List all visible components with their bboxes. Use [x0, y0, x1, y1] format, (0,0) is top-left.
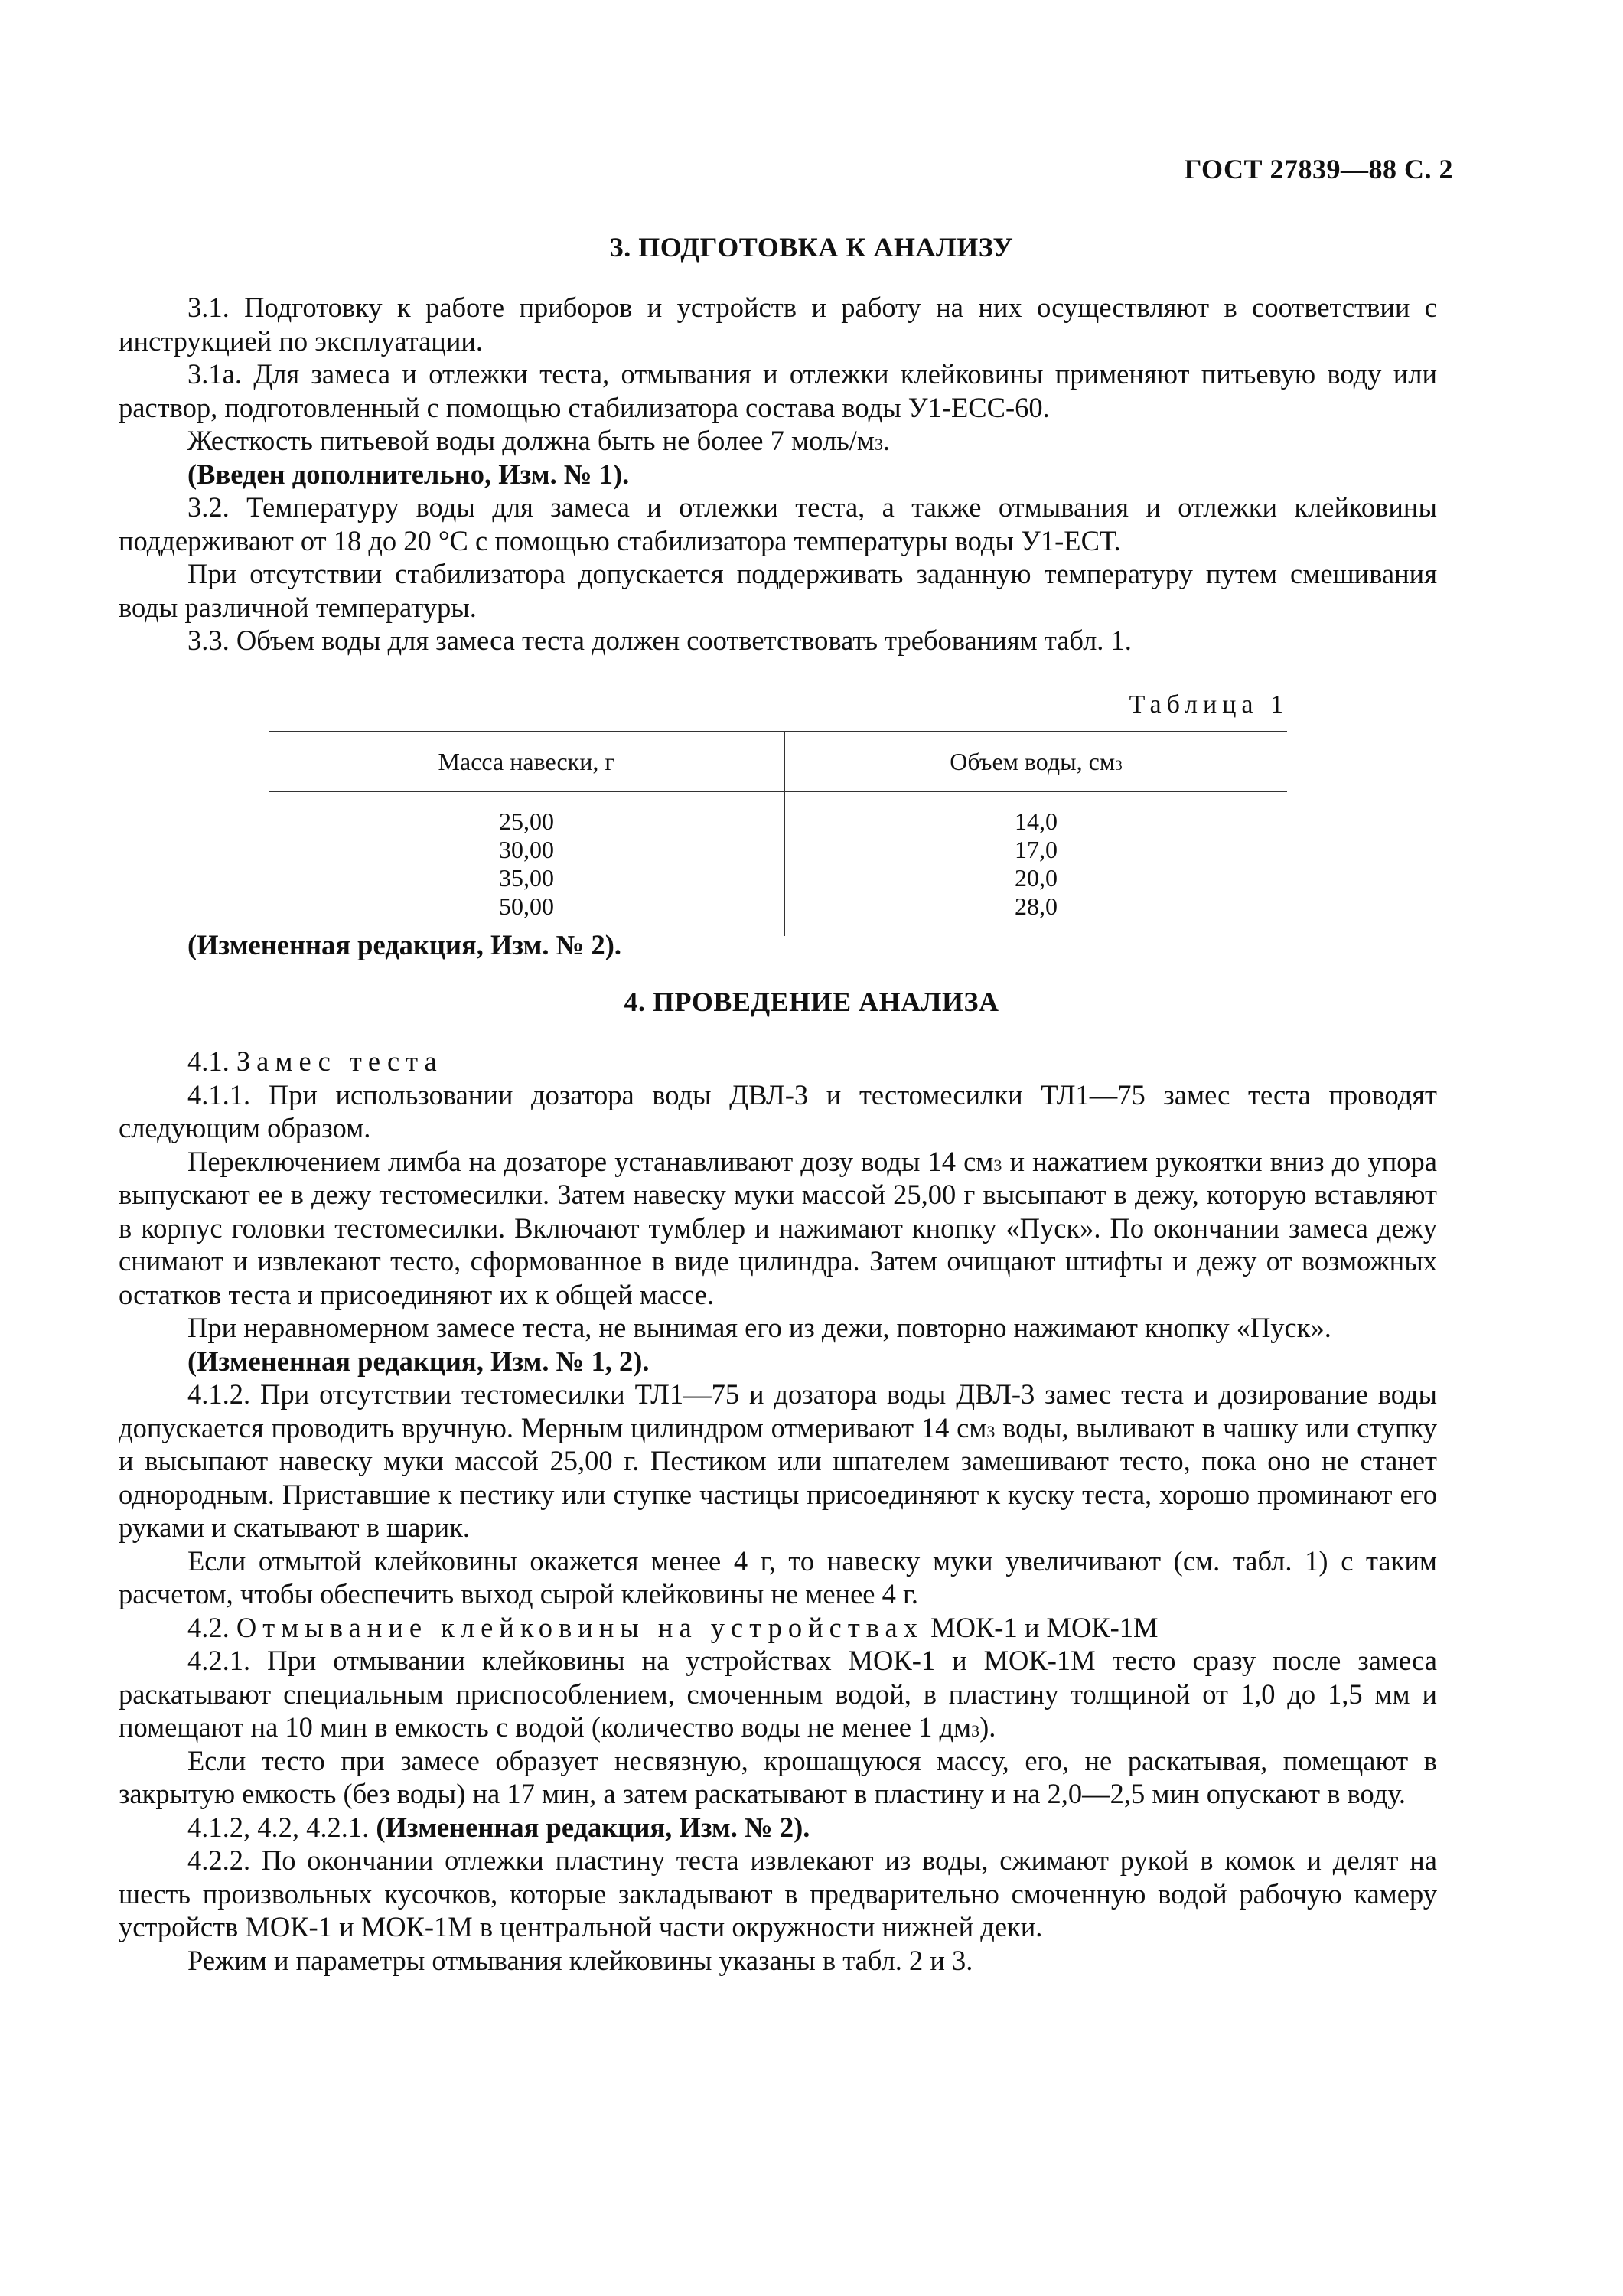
paragraph-4-1-1b [119, 1145, 1437, 1312]
table-1-header-volume [784, 732, 1287, 791]
paragraph-last: Режим и параметры отмывания клейковины указаны в табл. 2 и 3. [187, 1944, 973, 1976]
paragraph-3-2: 3.2. Температуру воды для замеса и отлежки теста, а также отмывания и отлежки клейковины поддерживают от 18 до 20 °С с помощью стабилизатора температуры воды У1-ЕСТ. [119, 491, 1437, 556]
hardness-end: . [882, 425, 891, 456]
section-4-body [119, 1045, 1437, 1977]
table-1-caption: Таблица 1 [1129, 690, 1289, 719]
p-4-1-2-a: 4.1.2. При отсутствии тестомесилки ТЛ1—75 и дозатора воды ДВЛ-3 замес теста и дозирование воды допускается проводить вручную. Мерным цилиндром отмеривают 14 см [119, 1378, 1437, 1443]
note-changed-1-2-text: (Измененная редакция, Изм. № 1, 2). [187, 1345, 650, 1377]
hardness-text: Жесткость питьевой воды должна быть не более 7 моль/м [187, 425, 875, 456]
note-changed-1-2 [119, 1345, 1437, 1378]
paragraph-4-2-1b: Если тесто при замесе образует несвязную, крошащуюся массу, его, не раскатывая, помещают в закрытую емкость (без воды) на 17 мин, а затем раскатывают в пластину и на 2,0—2,5 мин опускают в воду. [119, 1744, 1437, 1809]
subsection-4-1-heading [119, 1045, 1437, 1078]
section-3-title: 3. ПОДГОТОВКА К АНАЛИЗУ [609, 232, 1014, 263]
p-4-2-1-b: ). [979, 1711, 996, 1743]
table-note-text: (Измененная редакция, Изм. № 2). [187, 929, 621, 960]
paragraph-4-2-1 [119, 1644, 1437, 1744]
hardness-sup: 3 [874, 435, 883, 454]
section-4-title: 4. ПРОВЕДЕНИЕ АНАЛИЗА [624, 987, 999, 1017]
note-refs-bold: (Измененная редакция, Изм. № 2). [376, 1811, 810, 1843]
subsection-4-1-title: Замес теста [236, 1045, 443, 1077]
table-1-header-volume-sup: 3 [1115, 757, 1123, 774]
note-refs: 4.1.2, 4.2, 4.2.1. [187, 1811, 370, 1843]
paragraph-4-2-2: 4.2.2. По окончании отлежки пластину теста извлекают из воды, сжимают рукой в комок и делят на шесть произвольных кусочков, которые закладывают в предварительно смоченную водой рабочую камеру устройств МОК-1 и МОК-1М в центральной части окружности нижней деки. [119, 1844, 1437, 1942]
paragraph-3-1: 3.1. Подготовку к работе приборов и устройств и работу на них осуществляют в соответствии с инструкцией по эксплуатации. [119, 292, 1437, 357]
table-cell: 20,0 [1015, 864, 1058, 892]
table-cell: 25,00 [499, 807, 554, 835]
section-3-body [119, 291, 1437, 657]
table-cell: 17,0 [1015, 836, 1058, 863]
paragraph-3-2b: При отсутствии стабилизатора допускается поддерживать заданную температуру путем смешивания воды различной температуры. [119, 558, 1437, 623]
document-header: ГОСТ 27839—88 С. 2 [1184, 154, 1453, 184]
note-added-1-text: (Введен дополнительно, Изм. № 1). [187, 458, 630, 490]
table-cell: 30,00 [499, 836, 554, 863]
paragraph-3-3: 3.3. Объем воды для замеса теста должен соответствовать требованиям табл. 1. [187, 625, 1132, 656]
p-4-2-1-sup: 3 [971, 1721, 980, 1740]
table-1-volume-column [784, 791, 1287, 936]
subsection-4-2-devices: МОК-1 и МОК-1М [930, 1611, 1159, 1643]
table-1-header-volume-text: Объем воды, см [950, 747, 1116, 775]
table-cell: 14,0 [1015, 807, 1058, 835]
subsection-4-2-title: Отмывание клейковины на устройствах [236, 1611, 924, 1643]
p-4-1-1b-b: и нажатием рукоятки вниз до упора выпускают ее в дежу тестомесилки. Затем навеску муки массой 25,00 г высыпают в дежу, которую вставляют в корпус головки тестомесилки. Включают тумблер и нажимают кнопку «Пуск». По окончании замеса дежу снимают и извлекают тесто, сформованное в виде цилиндра. Затем очищают штифты и дежу от возможных остатков теста и присоединяют их к общей массе. [119, 1145, 1438, 1310]
table-note [119, 928, 1437, 962]
note-refs-line [119, 1811, 1437, 1844]
table-1-mass-column [269, 791, 784, 936]
table-cell: 35,00 [499, 864, 554, 892]
table-1 [269, 731, 1287, 936]
table-cell: 50,00 [499, 892, 554, 920]
paragraph-hardness [119, 424, 1437, 458]
p-4-2-1-a: 4.2.1. При отмывании клейковины на устройствах МОК-1 и МОК-1М тесто сразу после замеса раскатывают специальным приспособлением, смоченным водой, в пластину толщиной от 1,0 до 1,5 мм и помещают на 10 мин в емкость с водой (количество воды не менее 1 дм [119, 1645, 1437, 1743]
paragraph-4-1-1c: При неравномерном замесе теста, не вынимая его из дежи, повторно нажимают кнопку «Пуск». [187, 1312, 1331, 1343]
note-added-1 [119, 458, 1437, 491]
p-4-1-2-sup: 3 [986, 1421, 996, 1441]
p-4-1-1b-sup: 3 [993, 1155, 1002, 1175]
subsection-4-2-num: 4.2. [187, 1611, 230, 1643]
paragraph-3-1a: 3.1а. Для замеса и отлежки теста, отмывания и отлежки клейковины применяют питьевую воду или раствор, подготовленный с помощью стабилизатора состава воды У1-ЕСС-60. [119, 358, 1437, 423]
paragraph-4-1-2 [119, 1378, 1437, 1544]
paragraph-4-1-2c: Если отмытой клейковины окажется менее 4 г, то навеску муки увеличивают (см. табл. 1) с таким расчетом, чтобы обеспечить выход сырой клейковины не менее 4 г. [119, 1544, 1437, 1609]
paragraph-4-1-1: 4.1.1. При использовании дозатора воды ДВЛ-3 и тестомесилки ТЛ1—75 замес теста проводят следующим образом. [119, 1078, 1437, 1143]
subsection-4-2-heading [119, 1611, 1437, 1645]
table-note-line [119, 928, 1437, 962]
table-cell: 28,0 [1015, 892, 1058, 920]
subsection-4-1-num: 4.1. [187, 1045, 230, 1077]
p-4-1-2-b: воды, выливают в чашку или ступку и высыпают навеску муки массой 25,00 г. Пестиком или шпателем замешивают тесто, пока оно не станет однородным. Приставшие к пестику или ступке частицы присоединяют к куску теста, хорошо проминают его руками и скатывают в шарик. [119, 1411, 1437, 1543]
p-4-1-1b-a: Переключением лимба на дозаторе устанавливают дозу воды 14 см [187, 1145, 994, 1177]
table-1-header-mass: Масса навески, г [269, 732, 784, 791]
